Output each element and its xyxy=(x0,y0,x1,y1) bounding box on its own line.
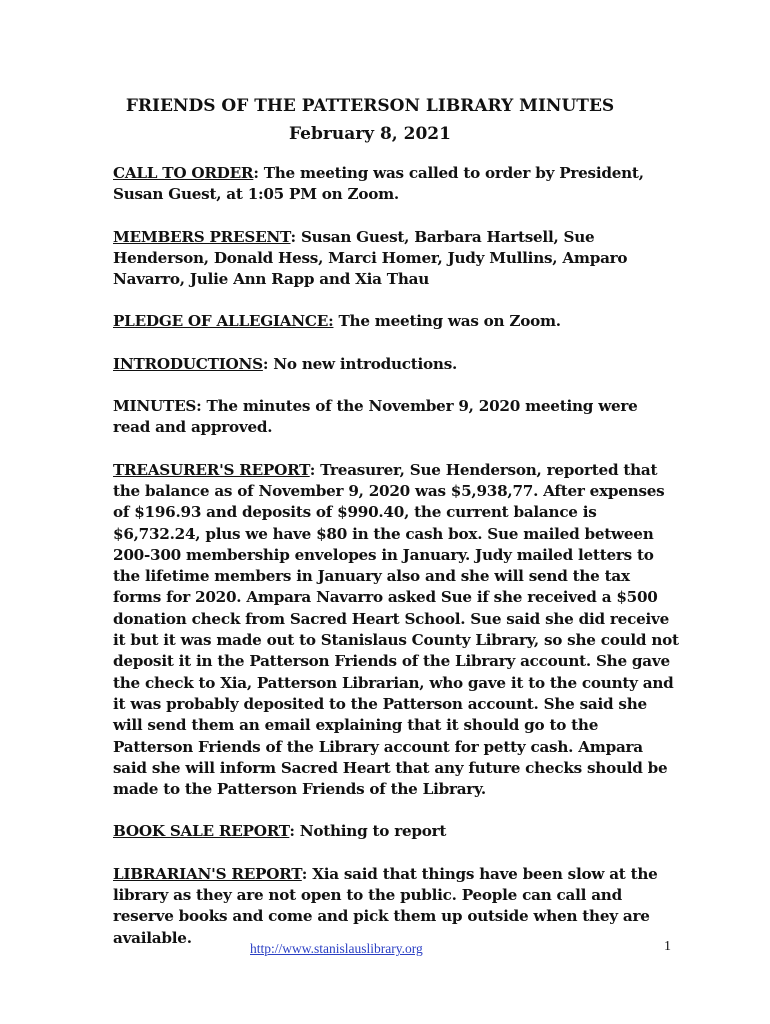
minutes-body xyxy=(113,163,679,970)
section-book-sale-report xyxy=(113,821,679,842)
section-text: : Susan Guest, Barbara Hartsell, Sue Henderson, Donald Hess, Marci Homer, Judy Mullins, Amparo Navarro, Julie Ann Rapp and Xia Thau xyxy=(113,227,628,289)
section-pledge xyxy=(113,311,679,332)
section-minutes xyxy=(113,396,679,439)
section-members-present xyxy=(113,227,679,291)
section-text: MINUTES: The minutes of the November 9, 2020 meeting were read and approved. xyxy=(113,397,638,437)
section-text: : Nothing to report xyxy=(289,822,447,841)
section-text: The meeting was on Zoom. xyxy=(333,312,561,331)
section-heading: LIBRARIAN'S REPORT xyxy=(113,864,302,883)
section-text: : No new introductions. xyxy=(262,354,458,373)
section-text: : Xia said that things have been slow at the library as they are not open to the public. People can call and reserve books and come and pick them up outside when they are available. xyxy=(113,864,658,947)
section-text: : Treasurer, Sue Henderson, reported that the balance as of November 9, 2020 was $5,938,77. After expenses of $196.93 and deposits of $990.40, the current balance is $6,732.24, plus we have $80 in the cash box. Sue mailed between 200-300 membership envelopes in January. Judy mailed letters to the lifetime members in January also and she will send the tax forms for 2020. Ampara Navarro asked Sue if she received a $500 donation check from Sacred Heart School. Sue said she did receive it but it was made out to Stanislaus County Library, so she could not deposit it in the Patterson Friends of the Library account. She gave the check to Xia, Patterson Librarian, who gave it to the county and it was probably deposited to the Patterson account. She said she will send them an email explaining that it should go to the Patterson Friends of the Library account for petty cash. Ampara said she will inform Sacred Heart that any future checks should be made to the Patterson Friends of the Library. xyxy=(113,460,679,799)
section-heading: INTRODUCTIONS xyxy=(113,354,263,373)
section-text: : The meeting was called to order by President, Susan Guest, at 1:05 PM on Zoom. xyxy=(113,164,644,204)
document-date: February 8, 2021 xyxy=(289,124,451,144)
section-heading: MEMBERS PRESENT xyxy=(113,227,291,246)
footer-library-link[interactable]: http://www.stanislauslibrary.org xyxy=(250,941,423,956)
section-heading: CALL TO ORDER xyxy=(113,164,254,182)
section-heading: BOOK SALE REPORT xyxy=(113,822,290,841)
section-introductions xyxy=(113,354,679,375)
section-treasurers-report xyxy=(113,460,679,801)
section-librarians-report xyxy=(113,864,679,949)
section-heading: TREASURER'S REPORT xyxy=(113,460,310,479)
document-header xyxy=(0,92,770,148)
section-heading: PLEDGE OF ALLEGIANCE: xyxy=(113,312,334,331)
document-title: FRIENDS OF THE PATTERSON LIBRARY MINUTES xyxy=(125,96,615,116)
page-number: 1 xyxy=(664,939,671,954)
section-call-to-order xyxy=(113,163,679,206)
